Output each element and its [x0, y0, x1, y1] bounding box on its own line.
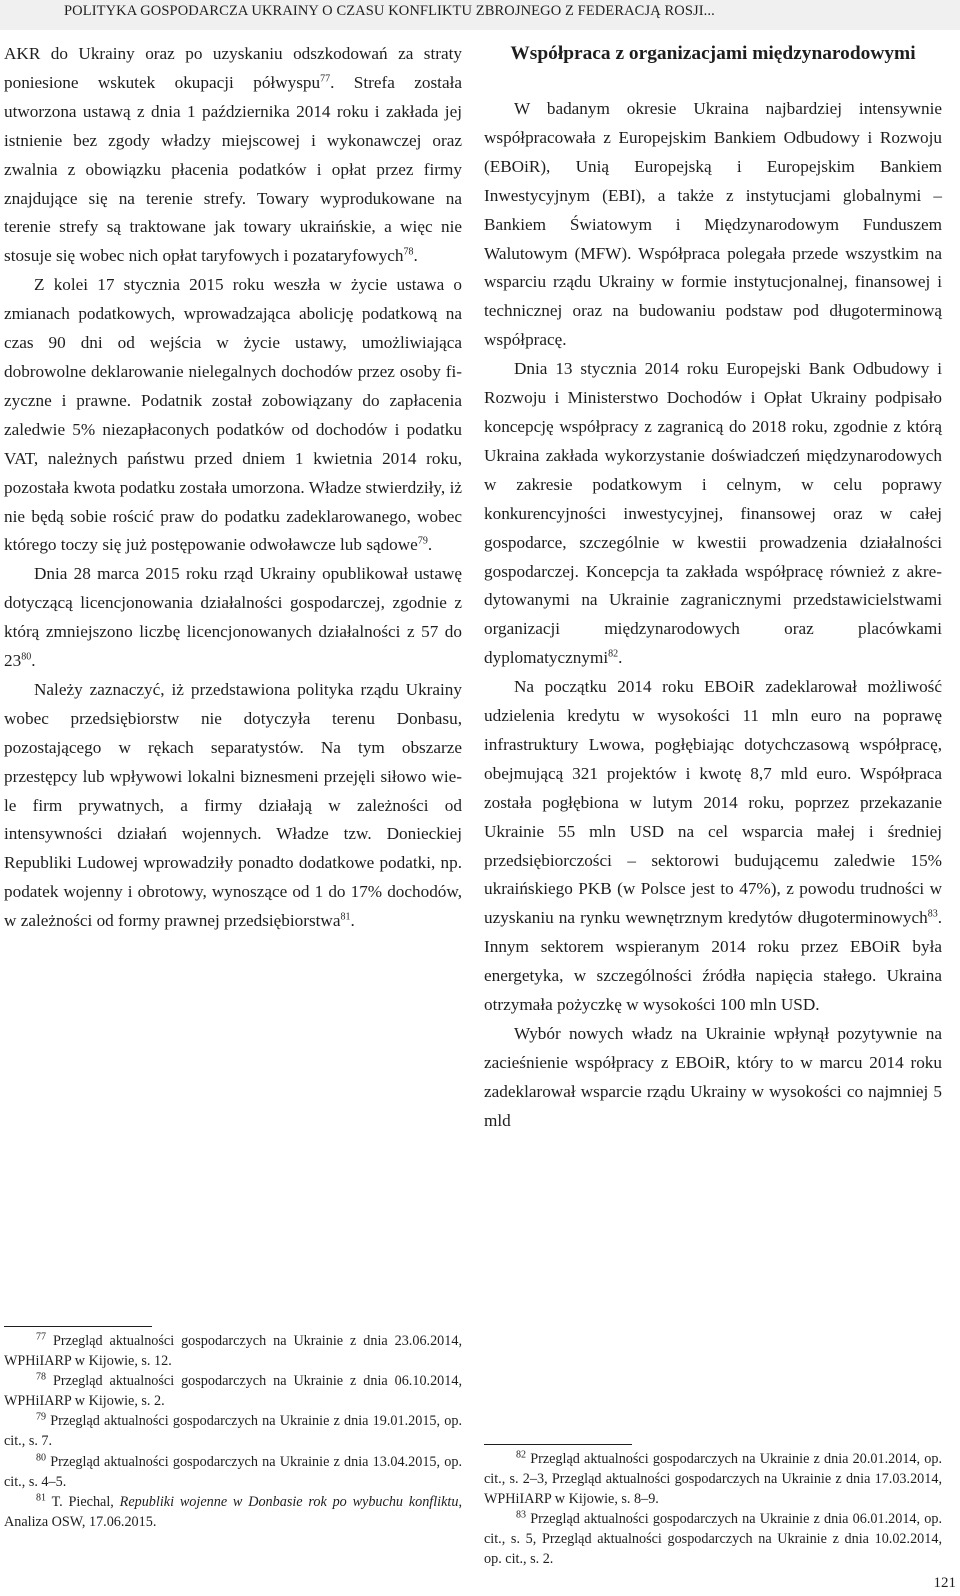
footnote-ref[interactable]: 82 — [608, 648, 619, 660]
footnote-ref[interactable]: 81 — [340, 911, 351, 923]
footnote: $^{83}$ Przegląd aktualności gospodarczych na Ukrainie z dnia 06.01.2014, op. cit., s. 5, Przegląd aktualności gospodarczych na Ukrainie z dnia 10.02.2014, op. cit., s. 2. — [484, 1509, 942, 1568]
footnote-ref[interactable]: 79 — [417, 535, 428, 547]
footnote: $^{82}$ Przegląd aktualności gospodarczych na Ukrainie z dnia 20.01.2014, op. cit., s. 2–3, Przegląd aktualności gospodarczych na Ukrainie z dnia 17.03.2014, WPHiIARP w Kijowie, s. 8–9. — [484, 1449, 942, 1508]
running-title: POLITYKA GOSPODARCZA UKRAINY O CZASU KONFLIKTU ZBROJNEGO Z FEDERACJĄ ROSJI... — [64, 3, 715, 19]
footnote: $^{78}$ Przegląd aktualności gospodarczych na Ukrainie z dnia 06.10.2014, WPHiIARP w Kijowie, s. 2. — [4, 1371, 463, 1410]
right-footnotes — [484, 1449, 942, 1570]
footnote: $^{81}$ T. Piechal, Republiki wojenne w Donbasie rok po wybuchu konfliktu, Analiza OSW, 17.06.2015. — [4, 1492, 463, 1530]
paragraph: Należy zaznaczyć, iż przedstawiona polityka rządu Ukrainy wobec przedsiębiorstw nie dotyczyła terenu Donbasu, pozostającego w rękach separatystów. Na tym obszarze przestępcy lub wpływowi lokalni biznesmeni przejęli siłowo wiele firm prywatnych, a firmy działają w zależności od intensywności działań wojennych. Władze tzw. Donieckiej Republiki Ludowej wprowadziły ponadto dodatkowe podatki, np. podatek wojenny i obrotowy, wynoszące od 1 do 17% dochodów, w zależności od formy prawnej przedsiębiorstwa$^{81}$. — [4, 679, 462, 931]
paragraph: Na początku 2014 roku EBOiR zadeklarował możliwość udzielenia kredytu w wysokości 11 mln euro na poprawę infrastruktury Lwowa, pogłębiając dotychczasową współpracę, obejmującą 321 projektów i kwotę 8,7 mld euro. Współpraca została pogłębiona w lutym 2014 roku, poprzez przekazanie Ukrainie 55 mln USD na cel wsparcia małej i średniej przedsiębiorczości – sektorowi budującemu zaledwie 15% ukraińskiego PKB (w Polsce jest to 47%), z powodu trudności w uzyskaniu na rynku wewnętrznym kredytów długoterminowych$^{83}$. Innym sektorem wspieranym 2014 roku przez EBOiR była energetyka, w szczególności źródła napięcia stałego. Ukraina otrzymała pożyczkę w wysokości 100 mln USD. — [484, 677, 942, 1015]
right-column — [484, 40, 942, 1136]
footnote-ref[interactable]: 80 — [21, 651, 32, 663]
paragraph: Wybór nowych władz na Ukrainie wpłynął pozytywnie na zacieśnienie współpracy z EBOiR, który to w marcu 2014 roku zadeklarował wsparcie rządu Ukrainy w wysokości co najmniej 5 mld — [484, 1024, 942, 1130]
paragraph: Dnia 28 marca 2015 roku rząd Ukrainy opublikował ustawę dotyczącą licencjonowania działalności gospodarczej, zgodnie z którą zmniejszono liczbę licencjonowanych działalności z 57 do $23^{80}$. — [4, 564, 462, 671]
left-column — [4, 40, 462, 936]
running-header — [0, 0, 960, 30]
footnote: $^{77}$ Przegląd aktualności gospodarczych na Ukrainie z dnia 23.06.2014, WPHiIARP w Kijowie, s. 12. — [4, 1331, 463, 1370]
footnote: $^{80}$ Przegląd aktualności gospodarczych na Ukrainie z dnia 13.04.2015, op. cit., s. 4–5. — [4, 1451, 462, 1490]
section-heading: Współpraca z organizacjami międzynarodowymi — [510, 43, 916, 64]
footnote: $^{79}$ Przegląd aktualności gospodarczych na Ukrainie z dnia 19.01.2015, op. cit., s. 7. — [4, 1411, 462, 1450]
footnote-ref[interactable]: 78 — [403, 246, 414, 258]
footnote-separator — [4, 1326, 152, 1327]
left-footnotes — [4, 1331, 462, 1532]
footnote-separator — [484, 1444, 632, 1445]
paragraph: W badanym okresie Ukraina najbardziej intensywnie współpracowała z Europejskim Bankiem Odbudowy i Rozwoju (EBOiR), Unią Europejską i Europejskim Bankiem Inwestycyjnym (EBI), a także z instytucjami globalnymi – Bankiem Światowym i Międzynarodowym Funduszem Walutowym (MFW). Współpraca polegała przede wszystkim na wsparciu rządu Ukrainy w formie instytucjonalnej, finansowej i technicznej oraz na budowaniu podstaw pod długoterminową współpracę. — [484, 99, 942, 350]
paragraph: Z kolei 17 stycznia 2015 roku weszła w życie ustawa o zmianach podatkowych, wprowadzająca abolicję podatkową na czas 90 dni od wejścia w życie ustawy, umożliwiająca dobrowolne deklarowanie nielegalnych dochodów przez osoby fizyczne i prawne. Podatnik został zobowiązany do zapłacenia zaledwie 5% niezapłaconych podatków od dochodów i podatku VAT, należnych państwu przed dniem 1 kwietnia 2014 roku, pozostała kwota podatku została umorzona. Władze stwierdziły, iż nie będą sobie rościć praw do podatku zadeklarowanego, wobec którego toczy się już postępowanie odwoławcze lub sądowe$^{79}$. — [4, 275, 462, 555]
paragraph: AKR do Ukrainy oraz po uzyskaniu odszkodowań za straty poniesione wskutek okupacji półwyspu$^{77}$. Strefa została utworzona ustawą z dnia 1 października 2014 roku i zakłada jej istnienie bez zgody władzy miejscowej i wykonawczej oraz zwalnia z obowiązku płacenia podatków i opłat przez firmy znajdujące się na terenie strefy. Towary wyprodukowane na terenie strefy są traktowane jak towary ukraińskie, a więc nie stosuje się wobec nich opłat taryfowych i pozataryfowych$^{78}$. — [4, 44, 462, 266]
paragraph: Dnia 13 stycznia 2014 roku Europejski Bank Odbudowy i Rozwoju i Ministerstwo Dochodów i Opłat Ukrainy podpisało koncepcję współpracy z zagranicą do 2018 roku, zgodnie z którą Ukraina zakłada wykorzystanie doświadczeń międzynarodowych w zakresie podatkowym i celnym, w celu poprawy konkurencyjności inwestycyjnej, finansowej oraz w całej gospodarce, szczególnie w kwestii prowadzenia działalności gospodarczej. Koncepcja ta zakłada współpracę również z akredytowanymi na Ukrainie zagranicznymi przedstawicielstwami organizacji międzynarodowych oraz placówkami dyplomatycznymi$^{82}$. — [484, 359, 942, 668]
footnote-ref[interactable]: 77 — [320, 73, 331, 85]
page-number: 121 — [933, 1575, 956, 1591]
footnote-ref[interactable]: 83 — [927, 908, 938, 920]
